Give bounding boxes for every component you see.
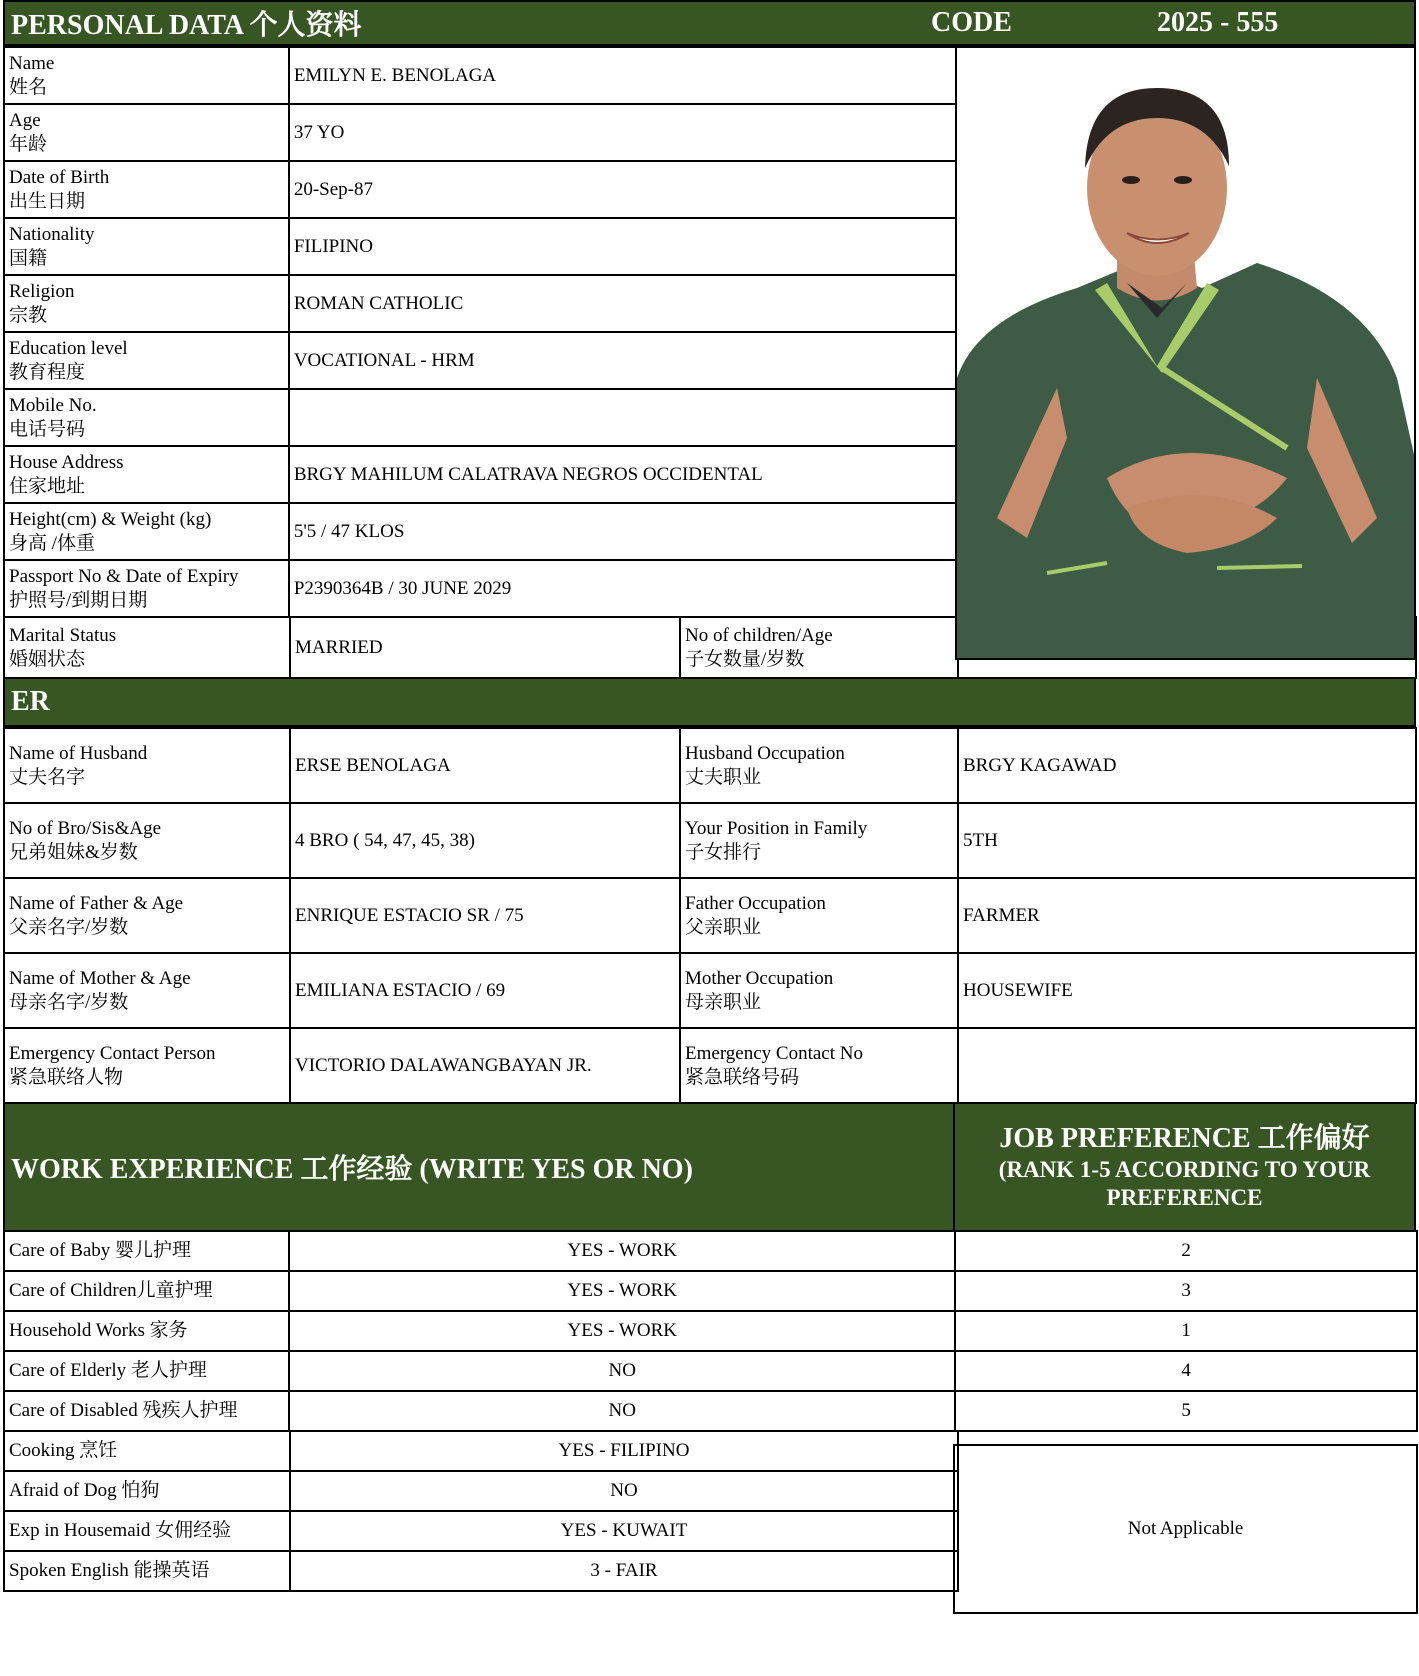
candidate-photo [955, 46, 1416, 660]
field-label [3, 559, 290, 618]
marital-value: MARRIED [289, 616, 681, 679]
label-en: Name of Father & Age [9, 892, 184, 914]
label-cn: 丈夫职业 [685, 766, 762, 788]
work-row [3, 1350, 1416, 1390]
label-en: Age [9, 109, 41, 131]
family-row [3, 802, 1416, 877]
family-value-2: HOUSEWIFE [957, 952, 1417, 1029]
field-label [3, 388, 290, 447]
label-cn: 父亲名字/岁数 [9, 916, 129, 938]
label-cn: 护照号/到期日期 [9, 589, 148, 611]
label-cn: 紧急联络人物 [9, 1066, 124, 1088]
family-row [3, 877, 1416, 952]
family-label-2 [679, 877, 959, 954]
family-label-2 [679, 952, 959, 1029]
family-label-2 [679, 727, 959, 804]
work-value: NO [288, 1350, 956, 1392]
field-value: BRGY MAHILUM CALATRAVA NEGROS OCCIDENTAL [288, 445, 957, 504]
work-label: Care of Disabled 残疾人护理 [3, 1390, 290, 1432]
label-cn: 出生日期 [9, 190, 86, 212]
field-label [3, 331, 290, 390]
personal-row [3, 388, 955, 445]
family-value: VICTORIO DALAWANGBAYAN JR. [289, 1027, 681, 1104]
family-value: ERSE BENOLAGA [289, 727, 681, 804]
work-label: Care of Baby 婴儿护理 [3, 1230, 290, 1272]
job-preference-title: JOB PREFERENCE 工作偏好 (RANK 1-5 ACCORDING TO YOUR PREFERENCE [953, 1102, 1416, 1232]
preference-rank: 1 [954, 1310, 1418, 1352]
work-label: Household Works 家务 [3, 1310, 290, 1352]
label-en: Husband Occupation [685, 742, 845, 764]
page-title: PERSONAL DATA 个人资料 [11, 10, 362, 41]
personal-row [3, 103, 955, 160]
label-en: Name of Husband [9, 742, 148, 764]
family-row [3, 1027, 1416, 1102]
label-cn: 子女排行 [685, 841, 762, 863]
family-label [3, 802, 291, 879]
field-value: VOCATIONAL - HRM [288, 331, 957, 390]
label-cn: 年龄 [9, 133, 48, 155]
label-en: Emergency Contact No [685, 1042, 863, 1064]
field-value: FILIPINO [288, 217, 957, 276]
work-row [3, 1390, 1416, 1430]
field-value: ROMAN CATHOLIC [288, 274, 957, 333]
label-en: Religion [9, 280, 75, 302]
label-cn: 身高 /体重 [9, 532, 96, 554]
family-band: ER [3, 677, 1416, 727]
family-label [3, 727, 291, 804]
label-en: Nationality [9, 223, 95, 245]
work-value: YES - KUWAIT [289, 1510, 959, 1552]
label-cn: 紧急联络号码 [685, 1066, 800, 1088]
label-cn: 电话号码 [9, 418, 86, 440]
label-cn: 母亲名字/岁数 [9, 991, 129, 1013]
label-cn: 姓名 [9, 76, 48, 98]
field-label [3, 160, 290, 219]
work-value: NO [289, 1470, 959, 1512]
field-value [288, 388, 957, 447]
marital-label: Marital Status 婚姻状态 [3, 616, 291, 679]
personal-row [3, 445, 955, 502]
field-label [3, 445, 290, 504]
work-table [3, 1230, 1416, 1590]
work-row [3, 1310, 1416, 1350]
personal-row [3, 559, 955, 616]
family-value-2: BRGY KAGAWAD [957, 727, 1417, 804]
label-en: Passport No & Date of Expiry [9, 565, 239, 587]
label-en: Your Position in Family [685, 817, 868, 839]
work-value: YES - WORK [288, 1230, 956, 1272]
label-en: Name [9, 52, 55, 74]
work-header-row [3, 1102, 1416, 1230]
resume-sheet [3, 0, 1416, 1590]
preference-rank: 2 [954, 1230, 1418, 1272]
code-value: 2025 - 555 [1157, 7, 1279, 38]
field-value: 37 YO [288, 103, 957, 162]
personal-row [3, 502, 955, 559]
family-label [3, 1027, 291, 1104]
field-label [3, 103, 290, 162]
work-label: Cooking 烹饪 [3, 1430, 291, 1472]
label-cn: 国籍 [9, 247, 48, 269]
code-label: CODE [931, 7, 1012, 38]
personal-row [3, 160, 955, 217]
field-value: 20-Sep-87 [288, 160, 957, 219]
family-value-2 [957, 1027, 1417, 1104]
label-en: Name of Mother & Age [9, 967, 191, 989]
family-label [3, 952, 291, 1029]
field-label [3, 46, 290, 105]
work-value: YES - WORK [288, 1270, 956, 1312]
work-value: YES - FILIPINO [289, 1430, 959, 1472]
work-value: NO [288, 1390, 956, 1432]
personal-row [3, 217, 955, 274]
work-value: YES - WORK [288, 1310, 956, 1352]
family-value-2: 5TH [957, 802, 1417, 879]
work-row [3, 1270, 1416, 1310]
work-label: Spoken English 能操英语 [3, 1550, 291, 1592]
label-en: Date of Birth [9, 166, 110, 188]
label-en: No of Bro/Sis&Age [9, 817, 161, 839]
label-cn: 宗教 [9, 304, 48, 326]
field-value: P2390364B / 30 JUNE 2029 [288, 559, 957, 618]
field-label [3, 502, 290, 561]
field-label [3, 217, 290, 276]
label-cn: 母亲职业 [685, 991, 762, 1013]
family-row [3, 727, 1416, 802]
preference-rank: 4 [954, 1350, 1418, 1392]
label-cn: 教育程度 [9, 361, 86, 383]
family-table [3, 727, 1416, 1102]
work-label: Exp in Housemaid 女佣经验 [3, 1510, 291, 1552]
personal-row [3, 46, 955, 103]
work-value: 3 - FAIR [289, 1550, 959, 1592]
label-cn: 父亲职业 [685, 916, 762, 938]
work-label: Care of Elderly 老人护理 [3, 1350, 290, 1392]
family-label-2 [679, 802, 959, 879]
label-cn: 住家地址 [9, 475, 86, 497]
personal-data-table [3, 46, 955, 616]
field-label [3, 274, 290, 333]
label-cn: 兄弟姐妹&岁数 [9, 841, 138, 863]
header-band [3, 0, 1416, 46]
personal-row [3, 274, 955, 331]
family-value-2: FARMER [957, 877, 1417, 954]
family-label-2 [679, 1027, 959, 1104]
label-en: House Address [9, 451, 124, 473]
field-value: 5'5 / 47 KLOS [288, 502, 957, 561]
label-en: Height(cm) & Weight (kg) [9, 508, 212, 530]
not-applicable: Not Applicable [953, 1444, 1418, 1614]
work-title: WORK EXPERIENCE 工作经验 (WRITE YES OR NO) [3, 1102, 955, 1232]
work-label: Care of Children儿童护理 [3, 1270, 290, 1312]
label-en: Mother Occupation [685, 967, 834, 989]
label-en: Education level [9, 337, 128, 359]
children-label: No of children/Age 子女数量/岁数 [679, 616, 959, 679]
label-en: Mobile No. [9, 394, 97, 416]
field-value: EMILYN E. BENOLAGA [288, 46, 957, 105]
work-label: Afraid of Dog 怕狗 [3, 1470, 291, 1512]
work-row [3, 1230, 1416, 1270]
family-value: 4 BRO ( 54, 47, 45, 38) [289, 802, 681, 879]
family-value: ENRIQUE ESTACIO SR / 75 [289, 877, 681, 954]
label-cn: 丈夫名字 [9, 766, 86, 788]
label-en: Father Occupation [685, 892, 826, 914]
family-value: EMILIANA ESTACIO / 69 [289, 952, 681, 1029]
family-row [3, 952, 1416, 1027]
preference-rank: 3 [954, 1270, 1418, 1312]
label-en: Emergency Contact Person [9, 1042, 216, 1064]
candidate-portrait-image [957, 48, 1416, 660]
personal-row [3, 331, 955, 388]
family-label [3, 877, 291, 954]
preference-rank: 5 [954, 1390, 1418, 1432]
